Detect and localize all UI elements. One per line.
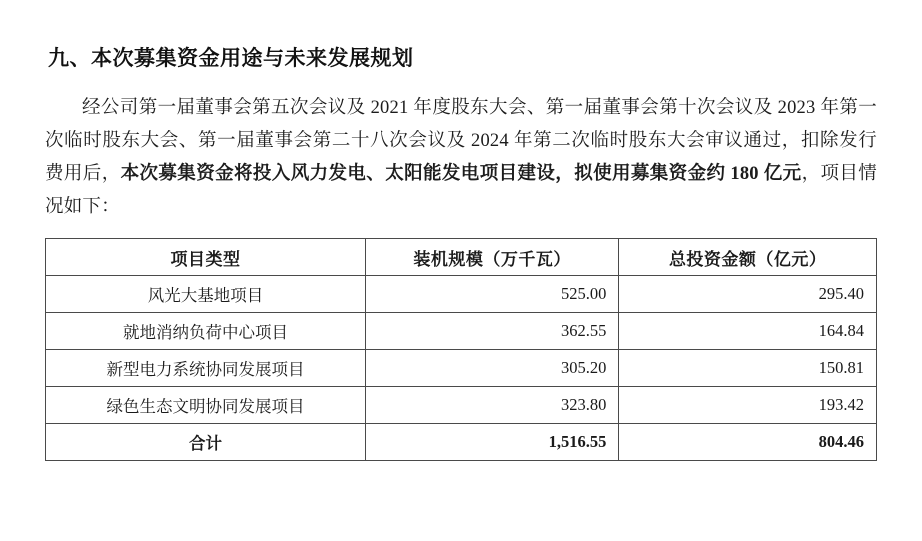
cell-capacity: 323.80 — [365, 387, 618, 424]
cell-total-capacity: 1,516.55 — [365, 424, 618, 461]
table-row — [46, 276, 877, 313]
cell-investment: 150.81 — [619, 350, 877, 387]
paragraph-segment-2: ，项目情况如下： — [45, 164, 877, 217]
cell-investment: 295.40 — [619, 276, 877, 313]
cell-total-label: 合计 — [46, 424, 366, 461]
cell-capacity: 305.20 — [365, 350, 618, 387]
cell-capacity: 362.55 — [365, 313, 618, 350]
table-total-row — [46, 424, 877, 461]
table-row — [46, 387, 877, 424]
fundraising-projects-table — [45, 238, 877, 461]
page-title: 九、本次募集资金用途与未来发展规划 — [48, 46, 414, 70]
column-header-investment: 总投资金额（亿元） — [619, 239, 877, 276]
table-row — [46, 350, 877, 387]
cell-total-investment: 804.46 — [619, 424, 877, 461]
paragraph-emphasis: 本次募集资金将投入风力发电、太阳能发电项目建设，拟使用募集资金约 180 亿元 — [120, 164, 802, 184]
column-header-project-type: 项目类型 — [46, 239, 366, 276]
cell-investment: 164.84 — [619, 313, 877, 350]
cell-project-type: 绿色生态文明协同发展项目 — [46, 387, 366, 424]
table-header-row — [46, 239, 877, 276]
cell-project-type: 就地消纳负荷中心项目 — [46, 313, 366, 350]
cell-project-type: 风光大基地项目 — [46, 276, 366, 313]
cell-project-type: 新型电力系统协同发展项目 — [46, 350, 366, 387]
paragraph-segment-1: 经公司第一届董事会第五次会议及 2021 年度股东大会、第一届董事会第十次会议及 2023 年第一次临时股东大会、第一届董事会第二十八次会议及 2024 年第二次临时股东大会审议通过，扣除发行费用后， — [45, 98, 877, 184]
cell-investment: 193.42 — [619, 387, 877, 424]
body-paragraph — [45, 92, 877, 224]
column-header-capacity: 装机规模（万千瓦） — [365, 239, 618, 276]
cell-capacity: 525.00 — [365, 276, 618, 313]
table-row — [46, 313, 877, 350]
